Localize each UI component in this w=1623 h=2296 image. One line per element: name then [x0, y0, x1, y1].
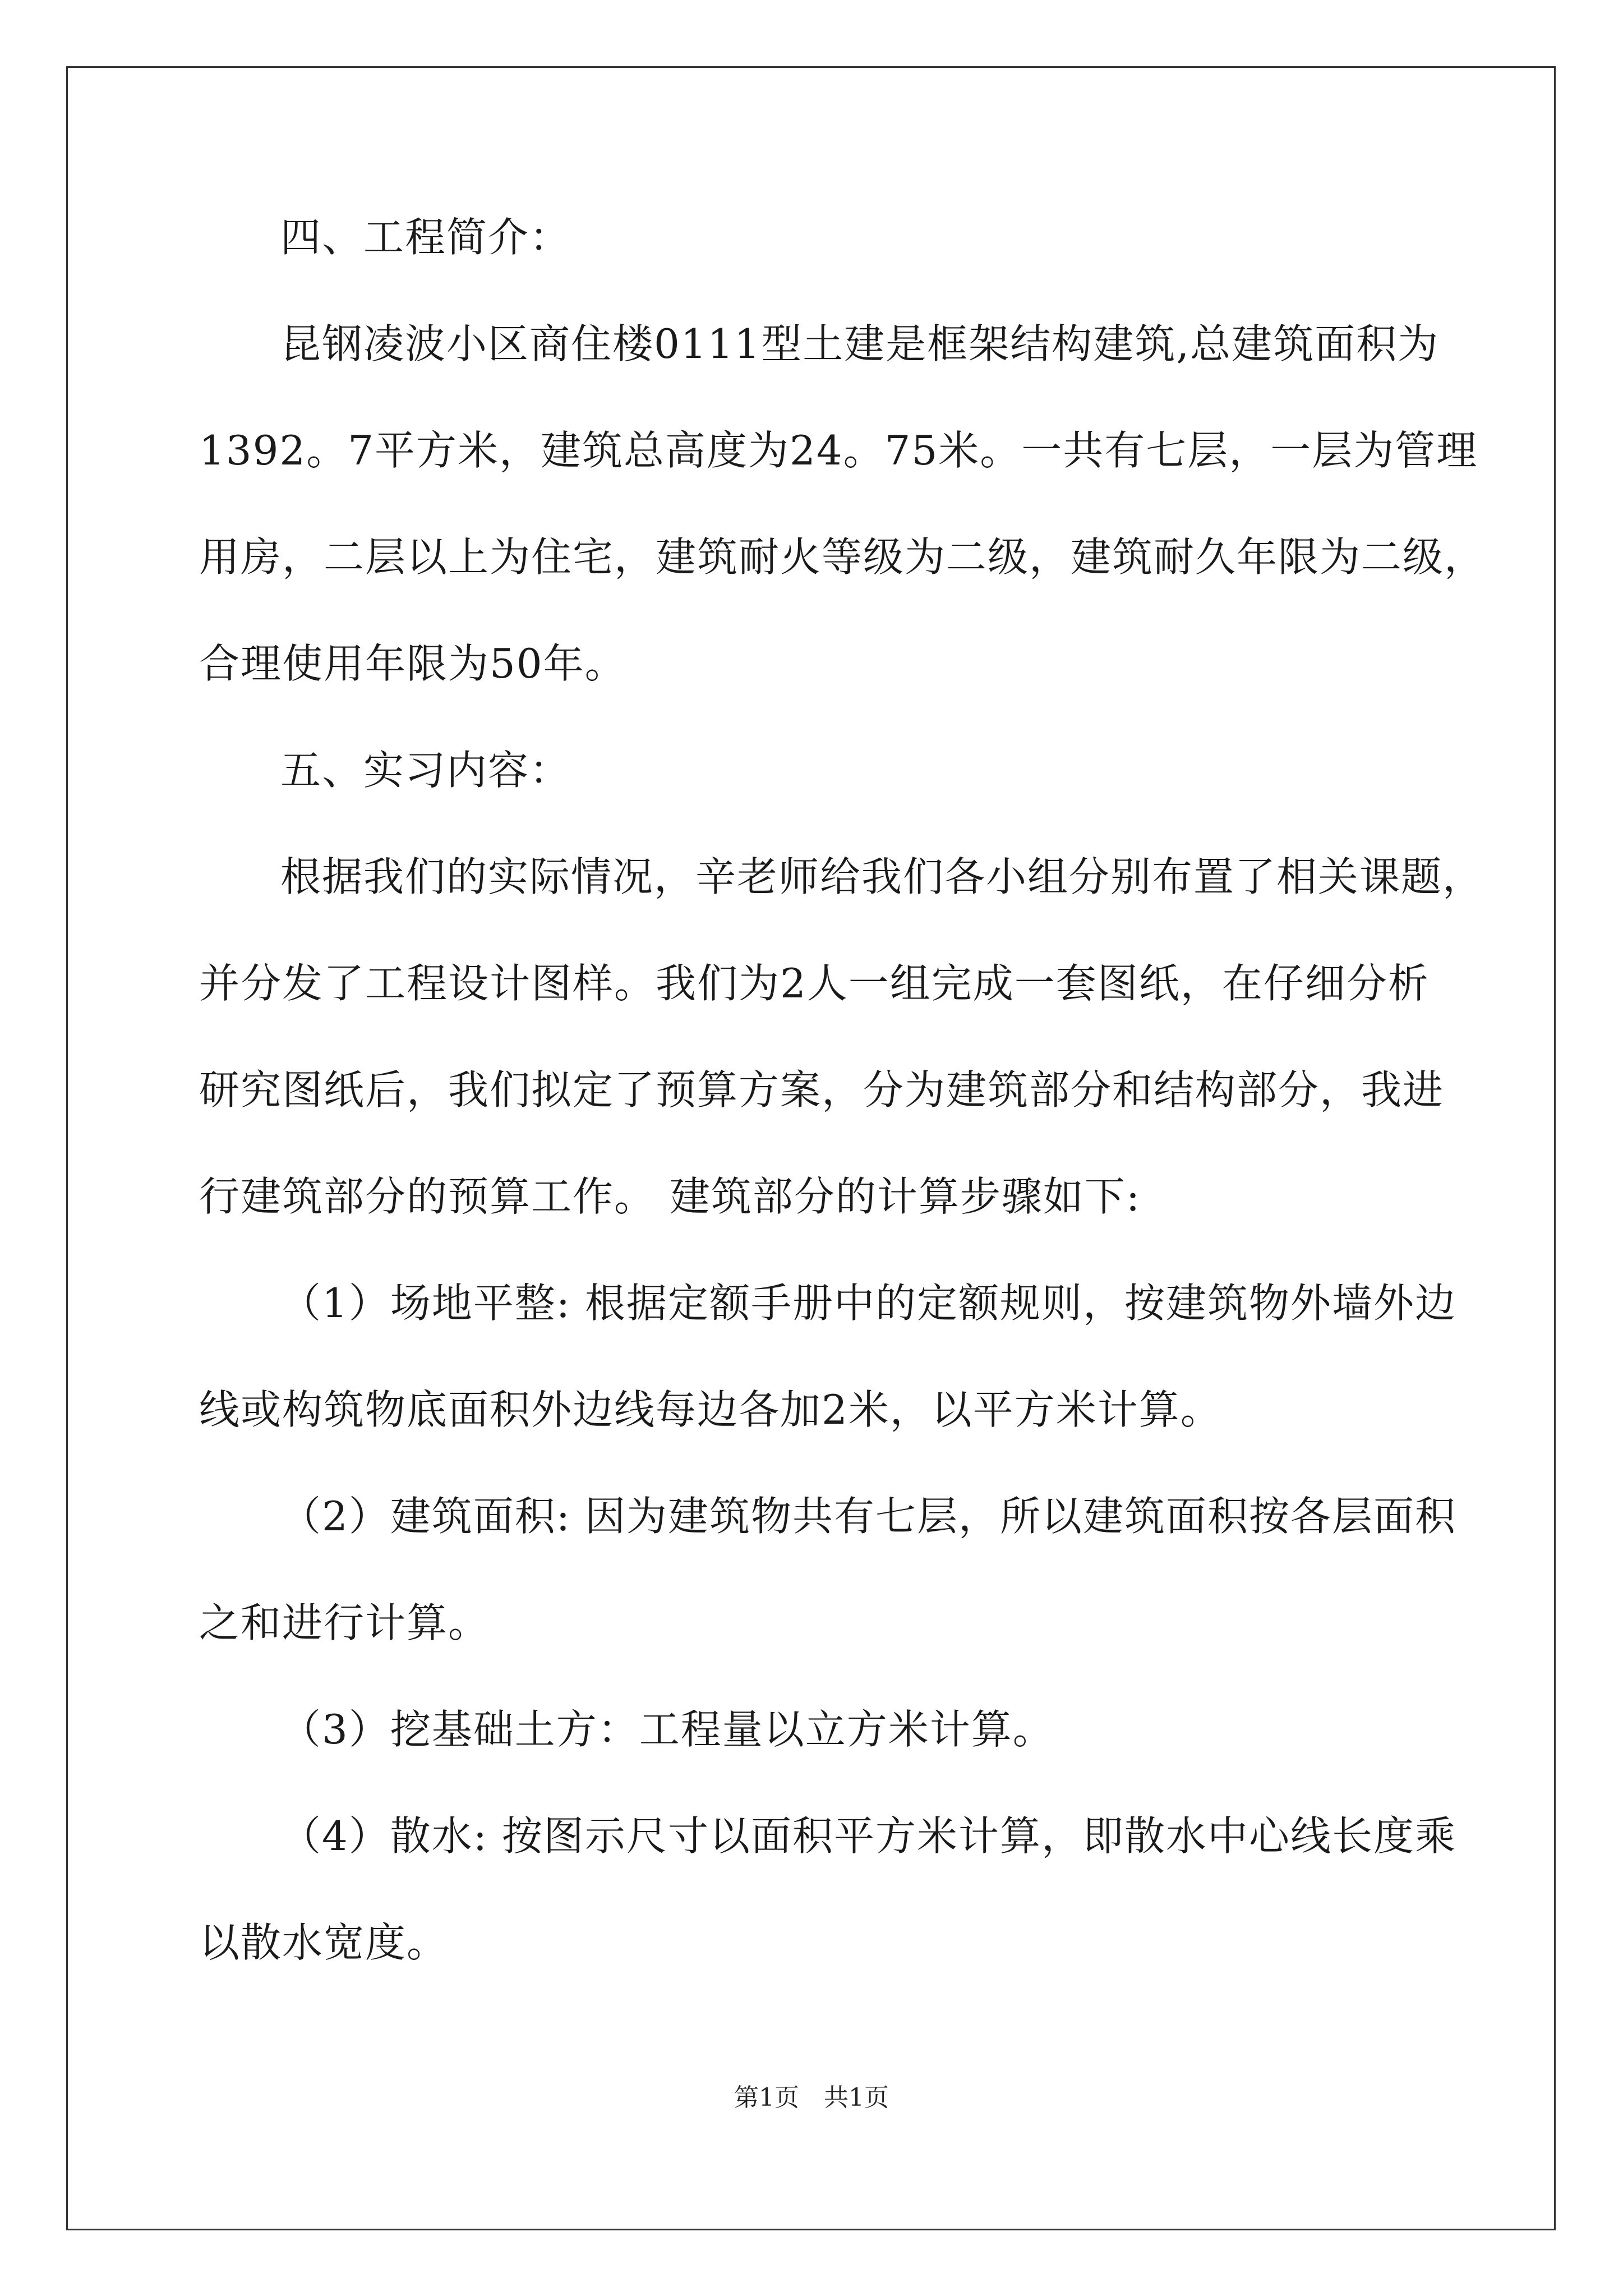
list-item-line: （2）建筑面积: 因为建筑物共有七层，所以建筑面积按各层面积 [280, 1493, 1456, 1540]
list-item-line: 线或构筑物底面积外边线每边各加2米，以平方米计算。 [199, 1386, 1222, 1433]
list-item-line: （3）挖基础土方：工程量以立方米计算。 [280, 1706, 1054, 1753]
document-body [199, 210, 1486, 1970]
paragraph-line: 合理使用年限为50年。 [199, 640, 626, 687]
list-item-site-leveling [199, 1276, 1456, 1437]
section-heading-project-overview: 四、工程简介： [280, 214, 571, 261]
list-item-line: 以散水宽度。 [199, 1919, 449, 1966]
list-item-apron [199, 1809, 1456, 1970]
paragraph-line: 行建筑部分的预算工作。 建筑部分的计算步骤如下: [199, 1173, 1141, 1220]
list-item-building-area [199, 1489, 1456, 1650]
paragraph-line: 并分发了工程设计图样。我们为2人一组完成一套图纸，在仔细分析 [199, 960, 1430, 1007]
list-item-line: （4）散水: 按图示尺寸以面积平方米计算，即散水中心线长度乘 [280, 1812, 1456, 1860]
paragraph-internship-content [199, 850, 1484, 1223]
list-item-foundation-excavation [199, 1703, 1427, 1756]
section-heading-internship-content: 五、实习内容： [280, 747, 571, 794]
paragraph-project-overview [199, 317, 1486, 691]
list-item-line: （1）场地平整: 根据定额手册中的定额规则，按建筑物外墙外边 [280, 1280, 1456, 1327]
page-number-footer: 第1页 共1页 [734, 2083, 889, 2112]
paragraph-line: 研究图纸后，我们拟定了预算方案，分为建筑部分和结构部分，我进 [199, 1066, 1445, 1114]
paragraph-line: 用房，二层以上为住宅，建筑耐火等级为二级，建筑耐久年限为二级， [199, 533, 1486, 581]
list-item-line: 之和进行计算。 [199, 1599, 490, 1646]
paragraph-line: 昆钢凌波小区商住楼0111型土建是框架结构建筑,总建筑面积为 [280, 320, 1440, 367]
paragraph-line: 1392。7平方米，建筑总高度为24。75米。一共有七层，一层为管理 [199, 427, 1478, 474]
paragraph-line: 根据我们的实际情况，辛老师给我们各小组分别布置了相关课题， [280, 853, 1484, 900]
